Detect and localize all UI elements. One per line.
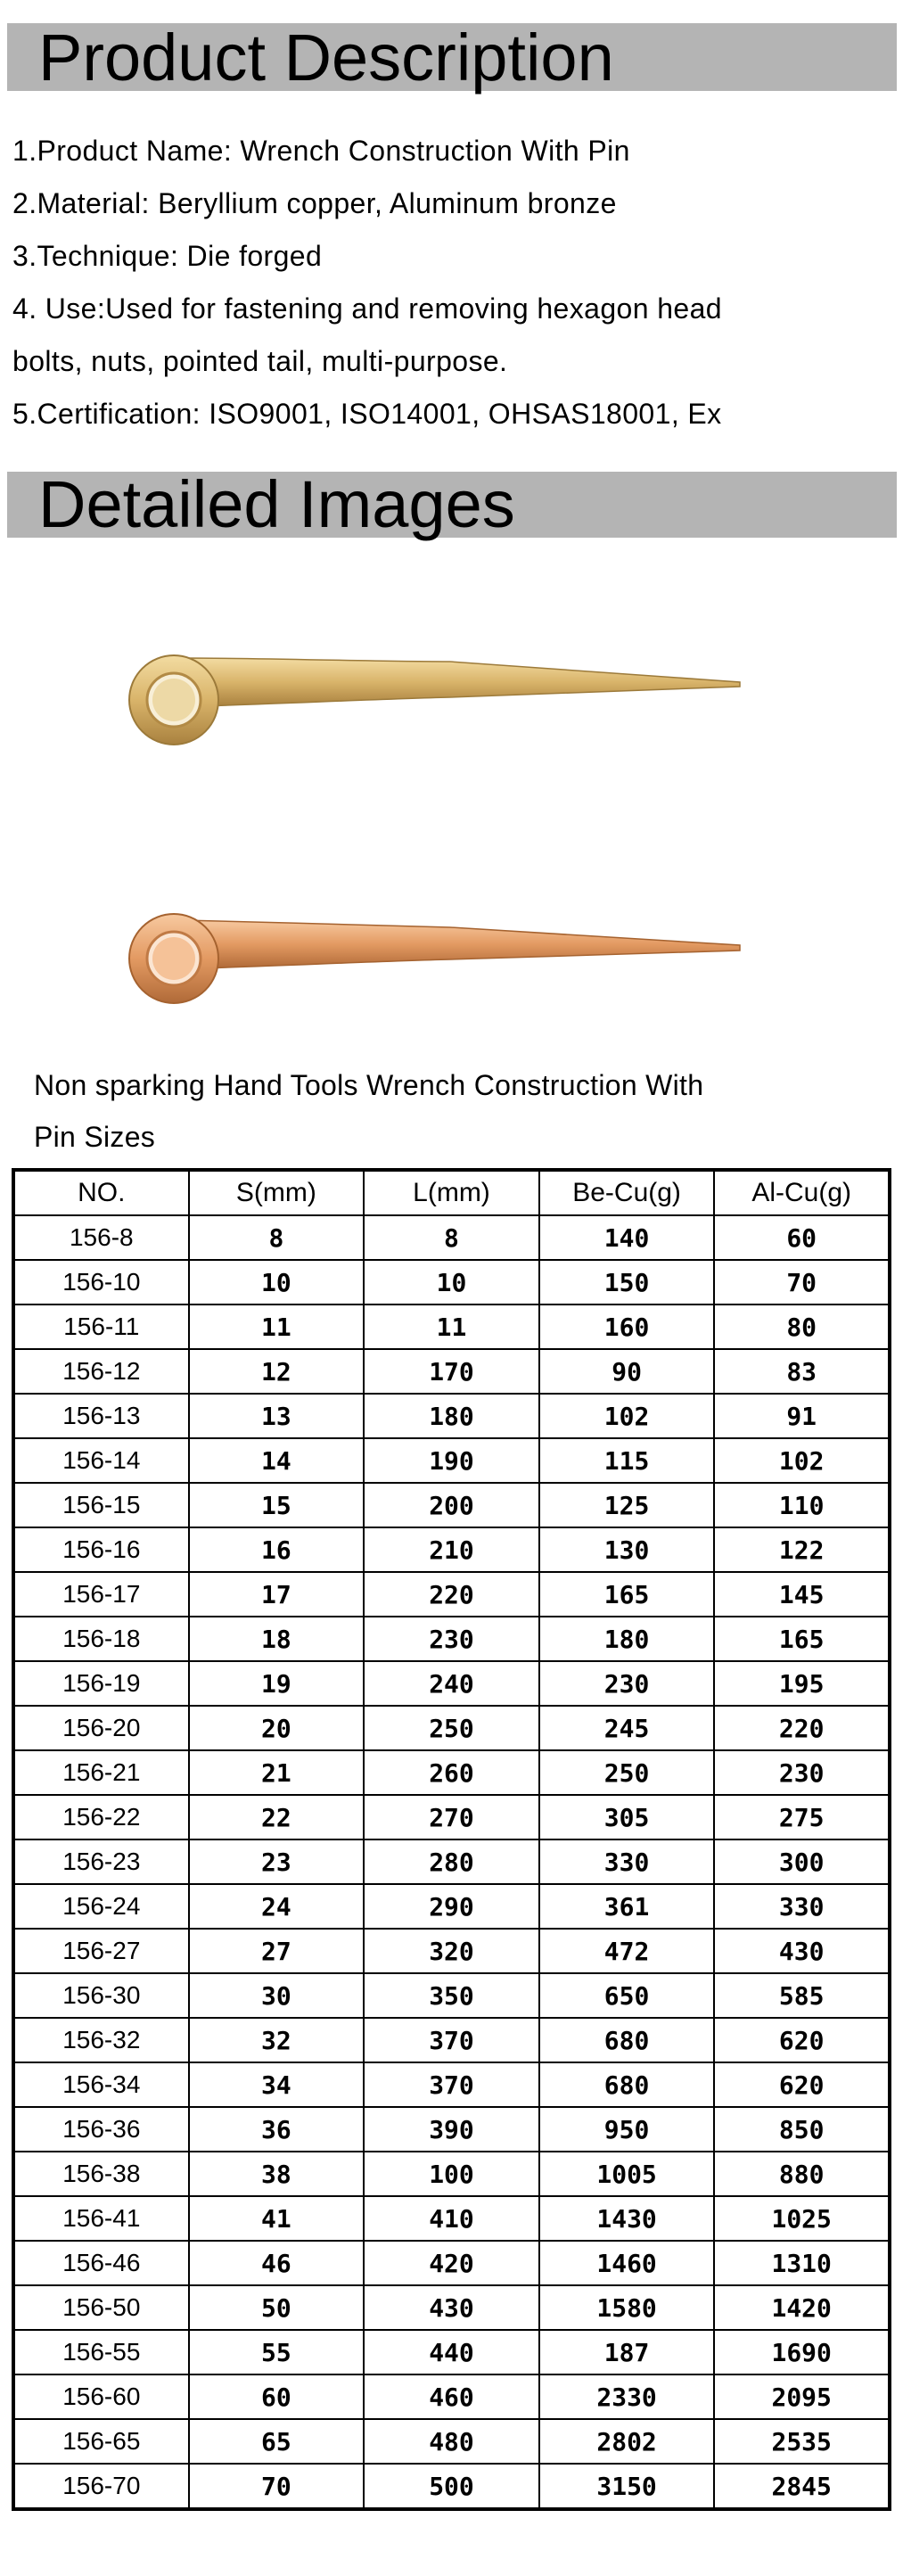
table-cell: 430: [364, 2285, 539, 2330]
table-cell: 156-38: [13, 2152, 189, 2196]
table-cell: 1420: [714, 2285, 890, 2330]
table-cell: 650: [539, 1973, 715, 2018]
wrench-image-alcu: [0, 874, 903, 1052]
table-cell: 165: [714, 1617, 890, 1661]
table-cell: 156-24: [13, 1884, 189, 1929]
table-row: [13, 2241, 890, 2285]
table-cell: 80: [714, 1304, 890, 1349]
table-cell: 230: [714, 1750, 890, 1795]
table-cell: 420: [364, 2241, 539, 2285]
table-cell: 880: [714, 2152, 890, 2196]
table-cell: 156-27: [13, 1929, 189, 1973]
table-cell: 11: [189, 1304, 365, 1349]
description-item: 5.Certification: ISO9001, ISO14001, OHSAS18001, Ex: [12, 398, 722, 430]
table-cell: 70: [189, 2464, 365, 2509]
table-cell: 305: [539, 1795, 715, 1839]
table-row: [13, 1661, 890, 1706]
table-cell: 12: [189, 1349, 365, 1394]
caption-line: Pin Sizes: [34, 1121, 156, 1153]
table-cell: 10: [189, 1260, 365, 1304]
table-row: [13, 1483, 890, 1527]
table-cell: 620: [714, 2062, 890, 2107]
table-cell: 156-17: [13, 1572, 189, 1617]
table-cell: 220: [714, 1706, 890, 1750]
table-cell: 122: [714, 1527, 890, 1572]
table-cell: 195: [714, 1661, 890, 1706]
table-cell: 156-16: [13, 1527, 189, 1572]
table-cell: 21: [189, 1750, 365, 1795]
table-cell: 950: [539, 2107, 715, 2152]
table-cell: 230: [539, 1661, 715, 1706]
description-item: 1.Product Name: Wrench Construction With Pin: [12, 135, 630, 167]
table-cell: 156-21: [13, 1750, 189, 1795]
table-cell: 150: [539, 1260, 715, 1304]
table-row: [13, 1706, 890, 1750]
table-cell: 2095: [714, 2374, 890, 2419]
table-row: [13, 2330, 890, 2374]
description-item: bolts, nuts, pointed tail, multi-purpose.: [12, 345, 508, 377]
table-cell: 8: [189, 1215, 365, 1260]
table-cell: 110: [714, 1483, 890, 1527]
table-cell: 50: [189, 2285, 365, 2330]
table-cell: 300: [714, 1839, 890, 1884]
table-cell: 27: [189, 1929, 365, 1973]
table-cell: 125: [539, 1483, 715, 1527]
table-cell: 1690: [714, 2330, 890, 2374]
table-cell: 472: [539, 1929, 715, 1973]
table-cell: 156-11: [13, 1304, 189, 1349]
table-cell: 200: [364, 1483, 539, 1527]
table-cell: 390: [364, 2107, 539, 2152]
table-cell: 1005: [539, 2152, 715, 2196]
table-cell: 245: [539, 1706, 715, 1750]
table-cell: 156-15: [13, 1483, 189, 1527]
table-row: [13, 1750, 890, 1795]
table-cell: 30: [189, 1973, 365, 2018]
table-cell: 156-55: [13, 2330, 189, 2374]
table-cell: 102: [539, 1394, 715, 1438]
table-cell: 1025: [714, 2196, 890, 2241]
table-row: [13, 1215, 890, 1260]
size-table: [12, 1168, 891, 2511]
table-cell: 270: [364, 1795, 539, 1839]
table-cell: 156-70: [13, 2464, 189, 2509]
table-cell: 70: [714, 1260, 890, 1304]
table-cell: 180: [539, 1617, 715, 1661]
column-header: S(mm): [189, 1170, 365, 1215]
table-cell: 145: [714, 1572, 890, 1617]
table-cell: 156-13: [13, 1394, 189, 1438]
table-cell: 410: [364, 2196, 539, 2241]
table-cell: 20: [189, 1706, 365, 1750]
table-cell: 102: [714, 1438, 890, 1483]
description-item: 4. Use:Used for fastening and removing hexagon head: [12, 292, 723, 325]
table-cell: 156-34: [13, 2062, 189, 2107]
table-row: [13, 1929, 890, 1973]
table-cell: 500: [364, 2464, 539, 2509]
table-cell: 187: [539, 2330, 715, 2374]
table-cell: 156-8: [13, 1215, 189, 1260]
table-cell: 330: [714, 1884, 890, 1929]
table-cell: 156-41: [13, 2196, 189, 2241]
table-cell: 130: [539, 1527, 715, 1572]
table-row: [13, 1973, 890, 2018]
table-cell: 156-46: [13, 2241, 189, 2285]
table-cell: 156-65: [13, 2419, 189, 2464]
table-row: [13, 1572, 890, 1617]
detailed-images-banner: [7, 467, 897, 541]
table-row: [13, 2018, 890, 2062]
table-cell: 156-30: [13, 1973, 189, 2018]
table-cell: 65: [189, 2419, 365, 2464]
table-cell: 280: [364, 1839, 539, 1884]
table-cell: 10: [364, 1260, 539, 1304]
table-cell: 156-36: [13, 2107, 189, 2152]
table-cell: 1310: [714, 2241, 890, 2285]
table-cell: 100: [364, 2152, 539, 2196]
table-row: [13, 2107, 890, 2152]
table-caption: [34, 1059, 890, 1163]
table-cell: 2845: [714, 2464, 890, 2509]
table-cell: 170: [364, 1349, 539, 1394]
table-cell: 156-60: [13, 2374, 189, 2419]
table-cell: 210: [364, 1527, 539, 1572]
caption-line: Non sparking Hand Tools Wrench Construction With: [34, 1069, 704, 1101]
table-cell: 15: [189, 1483, 365, 1527]
table-cell: 250: [539, 1750, 715, 1795]
column-header: Be-Cu(g): [539, 1170, 715, 1215]
product-description-list: [12, 125, 895, 440]
table-cell: 156-19: [13, 1661, 189, 1706]
table-cell: 83: [714, 1349, 890, 1394]
table-cell: 250: [364, 1706, 539, 1750]
table-cell: 460: [364, 2374, 539, 2419]
table-row: [13, 2196, 890, 2241]
table-cell: 230: [364, 1617, 539, 1661]
table-cell: 240: [364, 1661, 539, 1706]
table-row: [13, 1438, 890, 1483]
table-cell: 2802: [539, 2419, 715, 2464]
table-cell: 41: [189, 2196, 365, 2241]
column-header: Al-Cu(g): [714, 1170, 890, 1215]
table-row: [13, 2419, 890, 2464]
detailed-images-title: Detailed Images: [38, 467, 515, 541]
table-cell: 156-20: [13, 1706, 189, 1750]
table-cell: 156-14: [13, 1438, 189, 1483]
table-cell: 115: [539, 1438, 715, 1483]
table-cell: 680: [539, 2062, 715, 2107]
table-cell: 156-50: [13, 2285, 189, 2330]
table-row: [13, 1839, 890, 1884]
table-cell: 46: [189, 2241, 365, 2285]
table-row: [13, 1349, 890, 1394]
table-row: [13, 2374, 890, 2419]
column-header: NO.: [13, 1170, 189, 1215]
table-row: [13, 1617, 890, 1661]
table-cell: 1430: [539, 2196, 715, 2241]
table-cell: 620: [714, 2018, 890, 2062]
table-cell: 165: [539, 1572, 715, 1617]
table-row: [13, 1260, 890, 1304]
table-row: [13, 2285, 890, 2330]
product-description-title: Product Description: [38, 21, 614, 95]
table-row: [13, 1795, 890, 1839]
table-cell: 90: [539, 1349, 715, 1394]
table-cell: 680: [539, 2018, 715, 2062]
table-cell: 38: [189, 2152, 365, 2196]
table-cell: 24: [189, 1884, 365, 1929]
table-cell: 440: [364, 2330, 539, 2374]
table-cell: 330: [539, 1839, 715, 1884]
table-cell: 480: [364, 2419, 539, 2464]
table-cell: 60: [189, 2374, 365, 2419]
table-cell: 1460: [539, 2241, 715, 2285]
table-cell: 14: [189, 1438, 365, 1483]
table-cell: 260: [364, 1750, 539, 1795]
column-header: L(mm): [364, 1170, 539, 1215]
table-cell: 13: [189, 1394, 365, 1438]
table-cell: 36: [189, 2107, 365, 2152]
table-cell: 60: [714, 1215, 890, 1260]
table-cell: 320: [364, 1929, 539, 1973]
table-cell: 140: [539, 1215, 715, 1260]
table-cell: 34: [189, 2062, 365, 2107]
table-cell: 1580: [539, 2285, 715, 2330]
table-cell: 156-22: [13, 1795, 189, 1839]
table-cell: 2330: [539, 2374, 715, 2419]
table-row: [13, 2464, 890, 2509]
table-cell: 180: [364, 1394, 539, 1438]
table-cell: 17: [189, 1572, 365, 1617]
table-row: [13, 2152, 890, 2196]
table-row: [13, 1394, 890, 1438]
table-cell: 8: [364, 1215, 539, 1260]
table-cell: 3150: [539, 2464, 715, 2509]
table-cell: 430: [714, 1929, 890, 1973]
table-cell: 91: [714, 1394, 890, 1438]
table-cell: 32: [189, 2018, 365, 2062]
table-cell: 22: [189, 1795, 365, 1839]
table-cell: 19: [189, 1661, 365, 1706]
table-cell: 585: [714, 1973, 890, 2018]
table-row: [13, 1527, 890, 1572]
description-item: 3.Technique: Die forged: [12, 240, 323, 272]
description-item: 2.Material: Beryllium copper, Aluminum bronze: [12, 187, 617, 219]
table-cell: 23: [189, 1839, 365, 1884]
table-cell: 350: [364, 1973, 539, 2018]
table-body: [13, 1215, 890, 2509]
table-row: [13, 1884, 890, 1929]
wrench-image-becu: [0, 606, 903, 785]
table-cell: 16: [189, 1527, 365, 1572]
table-cell: 2535: [714, 2419, 890, 2464]
table-cell: 11: [364, 1304, 539, 1349]
table-cell: 156-10: [13, 1260, 189, 1304]
table-row: [13, 2062, 890, 2107]
product-description-banner: [7, 21, 897, 95]
table-cell: 220: [364, 1572, 539, 1617]
table-cell: 156-23: [13, 1839, 189, 1884]
table-header-row: [13, 1170, 890, 1215]
table-cell: 156-32: [13, 2018, 189, 2062]
table-cell: 160: [539, 1304, 715, 1349]
table-cell: 55: [189, 2330, 365, 2374]
table-cell: 370: [364, 2062, 539, 2107]
table-cell: 361: [539, 1884, 715, 1929]
table-cell: 156-12: [13, 1349, 189, 1394]
table-cell: 290: [364, 1884, 539, 1929]
table-cell: 275: [714, 1795, 890, 1839]
table-cell: 190: [364, 1438, 539, 1483]
table-cell: 18: [189, 1617, 365, 1661]
table-cell: 850: [714, 2107, 890, 2152]
table-cell: 370: [364, 2018, 539, 2062]
table-row: [13, 1304, 890, 1349]
table-cell: 156-18: [13, 1617, 189, 1661]
